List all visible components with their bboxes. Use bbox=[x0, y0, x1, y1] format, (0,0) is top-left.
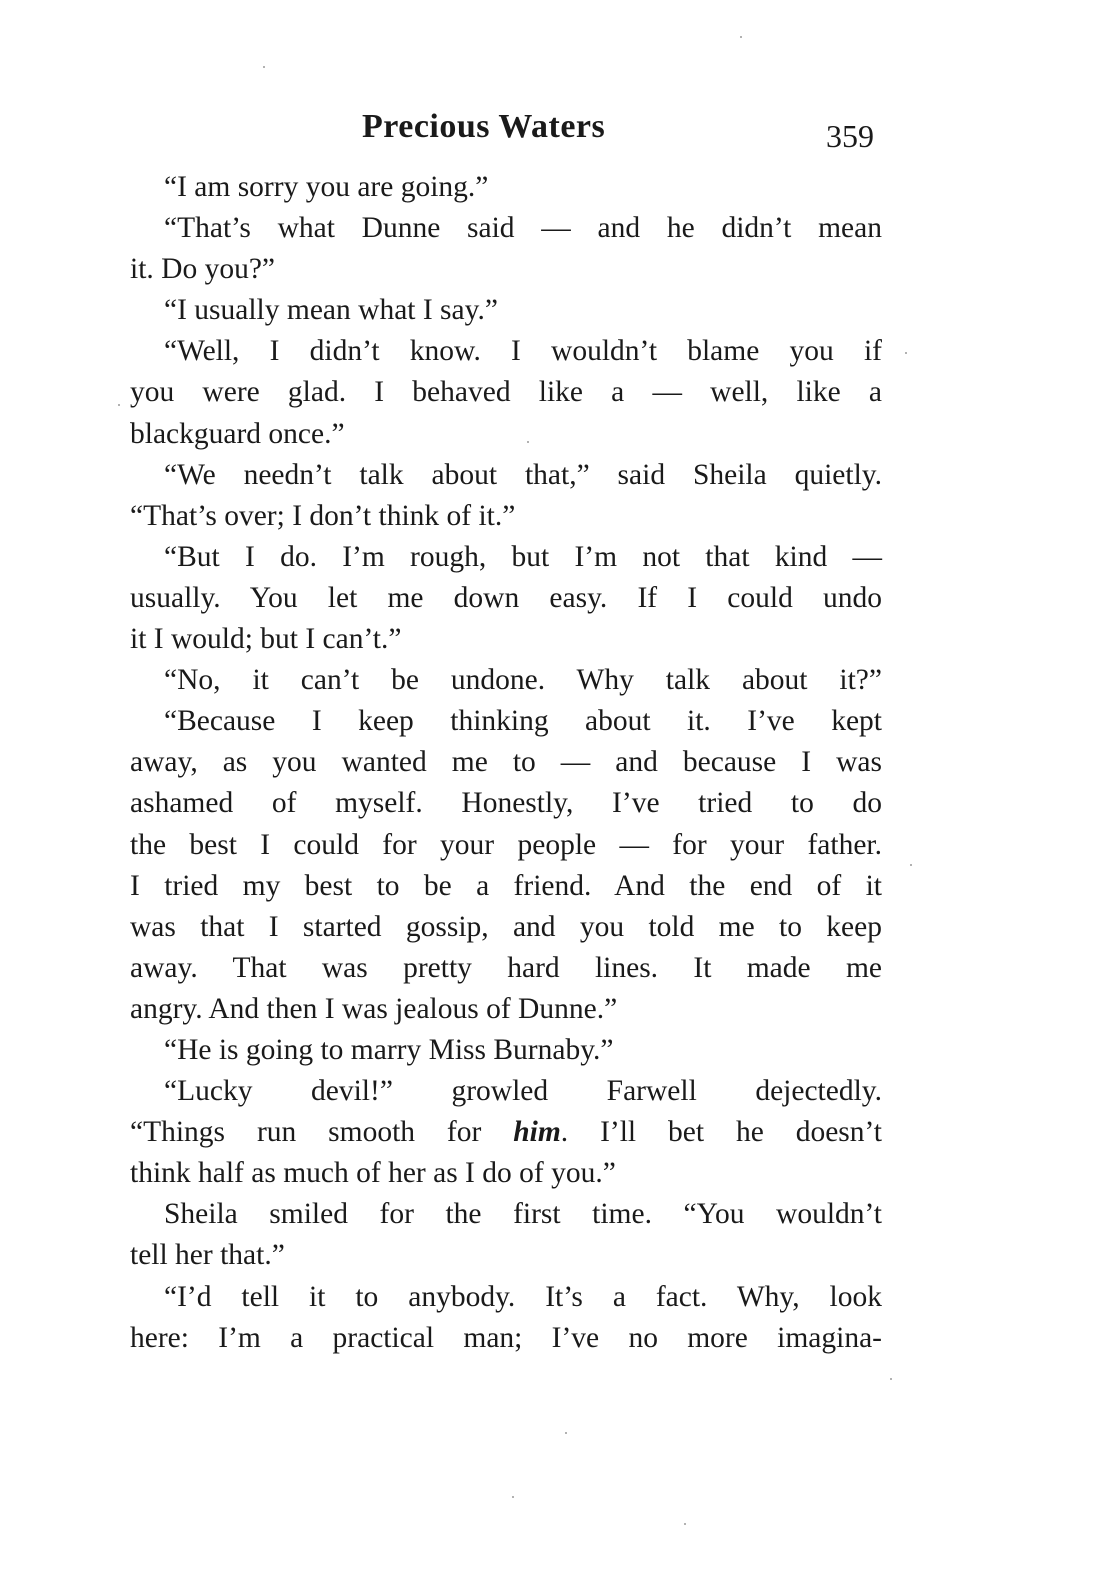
text-line: Sheila smiled for the first time. “You wouldn’t bbox=[164, 1198, 882, 1231]
text-line: “That’s what Dunne said — and he didn’t mean bbox=[164, 212, 882, 245]
text-line: think half as much of her as I do of you.” bbox=[130, 1157, 616, 1190]
text-line: “We needn’t talk about that,” said Sheila quietly. bbox=[164, 458, 882, 491]
page-number: 359 bbox=[826, 118, 874, 154]
text-line: “Lucky devil!” growled Farwell dejectedly. bbox=[164, 1075, 882, 1108]
text-line: “Well, I didn’t know. I wouldn’t blame you if bbox=[164, 335, 882, 368]
scan-speck bbox=[118, 404, 120, 406]
running-title: Precious Waters bbox=[362, 108, 606, 145]
text-line: “He is going to marry Miss Burnaby.” bbox=[164, 1033, 614, 1066]
text-line: you were glad. I behaved like a — well, like a bbox=[130, 376, 882, 409]
text-line: it. Do you?” bbox=[130, 253, 276, 286]
text-line: angry. And then I was jealous of Dunne.” bbox=[130, 992, 618, 1025]
text-line: “I am sorry you are going.” bbox=[164, 171, 489, 203]
scan-speck bbox=[684, 1523, 686, 1525]
text-line: “No, it can’t be undone. Why talk about it?” bbox=[164, 664, 882, 697]
text-line: away, as you wanted me to — and because I was bbox=[130, 746, 882, 779]
line-segment: . I’ll bet he doesn’t bbox=[560, 1116, 882, 1149]
text-line: usually. You let me down easy. If I could undo bbox=[130, 581, 882, 614]
scan-speck bbox=[263, 66, 265, 68]
text-line: here: I’m a practical man; I’ve no more imagina- bbox=[130, 1321, 882, 1354]
body-text bbox=[130, 167, 882, 1359]
text-line: “I’d tell it to anybody. It’s a fact. Why, look bbox=[164, 1280, 882, 1313]
line-segment: “Things run smooth for bbox=[130, 1116, 514, 1149]
text-line: away. That was pretty hard lines. It made me bbox=[130, 951, 882, 984]
text-line: blackguard once.” bbox=[130, 417, 345, 450]
scan-speck bbox=[565, 1432, 567, 1434]
text-line: “Because I keep thinking about it. I’ve kept bbox=[164, 705, 882, 738]
text-line: it I would; but I can’t.” bbox=[130, 623, 402, 656]
scan-speck bbox=[527, 441, 529, 443]
scan-speck bbox=[905, 352, 907, 354]
text-line: the best I could for your people — for your father. bbox=[130, 828, 882, 861]
text-line: was that I started gossip, and you told me to keep bbox=[130, 910, 882, 943]
text-line: “I usually mean what I say.” bbox=[164, 294, 498, 327]
scan-speck bbox=[512, 1496, 514, 1498]
text-line: I tried my best to be a friend. And the end of it bbox=[130, 869, 882, 902]
text-line: tell her that.” bbox=[130, 1239, 285, 1272]
italic-emphasis: him bbox=[513, 1116, 561, 1149]
scan-speck bbox=[890, 1378, 892, 1380]
scan-speck bbox=[740, 36, 742, 38]
text-line: “But I do. I’m rough, but I’m not that kind — bbox=[164, 540, 882, 573]
text-line: “That’s over; I don’t think of it.” bbox=[130, 499, 516, 532]
scan-speck bbox=[910, 864, 912, 866]
text-line-with-emphasis bbox=[130, 1112, 882, 1153]
text-line: ashamed of myself. Honestly, I’ve tried to do bbox=[130, 787, 882, 820]
